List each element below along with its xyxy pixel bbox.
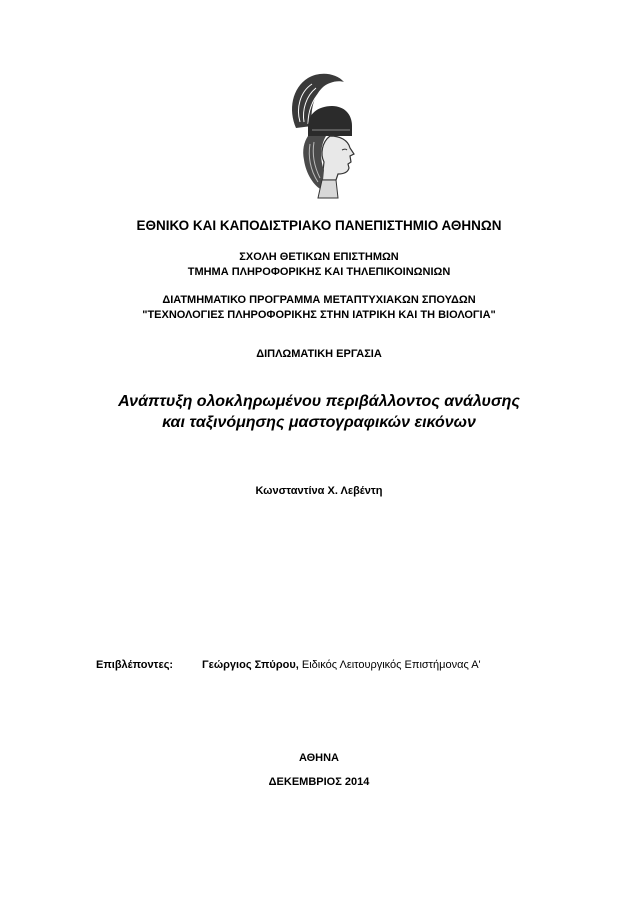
- supervisor-row: [96, 659, 481, 671]
- program-name-line1: ΔΙΑΤΜΗΜΑΤΙΚΟ ΠΡΟΓΡΑΜΜΑ ΜΕΤΑΠΤΥΧΙΑΚΩΝ ΣΠΟΥΔΩΝ: [162, 294, 476, 306]
- supervisor-label: Επιβλέποντες:: [96, 659, 174, 671]
- program-name-line2: "ΤΕΧΝΟΛΟΓΙΕΣ ΠΛΗΡΟΦΟΡΙΚΗΣ ΣΤΗΝ ΙΑΤΡΙΚΗ ΚΑΙ ΤΗ ΒΙΟΛΟΓΙΑ": [142, 309, 496, 321]
- document-type: ΔΙΠΛΩΜΑΤΙΚΗ ΕΡΓΑΣΙΑ: [256, 348, 382, 360]
- date: ΔΕΚΕΜΒΡΙΟΣ 2014: [268, 776, 370, 788]
- city: ΑΘΗΝΑ: [298, 752, 340, 764]
- supervisor-name: Γεώργιος Σπύρου,: [202, 659, 299, 671]
- department-name: ΤΜΗΜΑ ΠΛΗΡΟΦΟΡΙΚΗΣ ΚΑΙ ΤΗΛΕΠΙΚΟΙΝΩΝΙΩΝ: [187, 266, 451, 278]
- school-name: ΣΧΟΛΗ ΘΕΤΙΚΩΝ ΕΠΙΣΤΗΜΩΝ: [239, 251, 399, 263]
- university-name: ΕΘΝΙΚΟ ΚΑΙ ΚΑΠΟΔΙΣΤΡΙΑΚΟ ΠΑΝΕΠΙΣΤΗΜΙΟ ΑΘΗΝΩΝ: [136, 218, 502, 233]
- athena-head-logo-icon: [278, 70, 362, 202]
- thesis-title-line1: Ανάπτυξη ολοκληρωμένου περιβάλλοντος ανάλυσης: [118, 393, 520, 410]
- thesis-title-line2: και ταξινόμησης μαστογραφικών εικόνων: [162, 414, 476, 431]
- author-name: Κωνσταντίνα Χ. Λεβέντη: [255, 485, 383, 497]
- supervisor-role: Ειδικός Λειτουργικός Επιστήμονας Α': [298, 659, 481, 671]
